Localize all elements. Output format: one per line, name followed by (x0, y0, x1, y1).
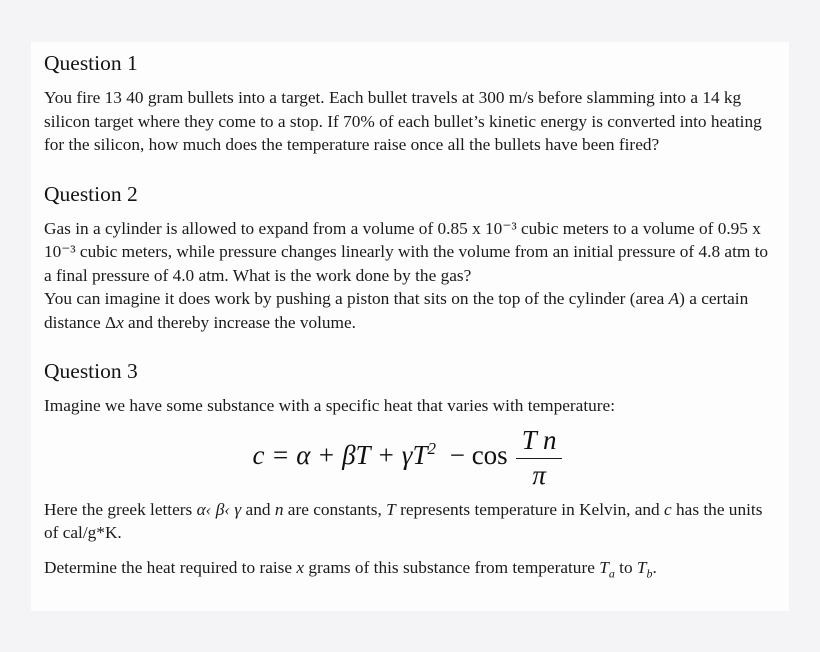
variable-T-b (636, 557, 653, 580)
question-3-title: Question 3 (44, 359, 138, 383)
formula-exponent: 2 (427, 438, 436, 458)
variable-A: A (668, 289, 680, 308)
question-2-section (44, 181, 771, 335)
variable-delta-x: x (116, 312, 124, 332)
variable-c: c (664, 499, 672, 519)
question-2-text-part1: Gas in a cylinder is allowed to expand from a volume of 0.85 x 10⁻³ cubic meters to a volume of 0.95 x 10⁻³ cubic meters, while pressure changes linearly with the volume from an initial pressure of 4.8 atm to a final pressure of 4.0 atm. What is the work done by the gas? (44, 218, 769, 285)
formula-lhs: c = α + βT + γT (252, 439, 428, 470)
note-part3: are constants, (283, 499, 387, 519)
variable-T-a-base: T (599, 557, 609, 577)
note-part4: represents temperature in Kelvin, and (395, 499, 665, 519)
document-card (31, 42, 789, 611)
variable-T-b-base: T (636, 557, 647, 577)
fraction-denominator: π (532, 459, 546, 490)
question-1-text: You fire 13 40 gram bullets into a target. Each bullet travels at 300 m/s before slamming into a 14 kg silicon target where they come to a stop. If 70% of each bullet’s kinetic energy is converted into heating for the silicon, how much does the temperature raise once all the bullets have been fired? (44, 88, 762, 154)
specific-heat-formula (44, 426, 771, 490)
note-part1: Here the greek letters (44, 499, 197, 519)
formula-fraction (516, 426, 563, 490)
question-1-title: Question 1 (44, 51, 138, 75)
fraction-numerator: T n (516, 426, 563, 459)
question-3-note (44, 498, 771, 545)
note-part5: has the units of cal/g*K. (44, 499, 763, 542)
task-part2: grams of this substance from temperature (304, 557, 600, 577)
question-2-text-part3: ) a certain distance Δ (44, 289, 749, 332)
question-1-section (44, 50, 771, 157)
question-2-text-part4: and thereby increase the volume. (123, 312, 356, 332)
task-part3: to (614, 557, 637, 577)
task-part1: Determine the heat required to raise (44, 557, 297, 577)
variable-T-a (599, 557, 615, 580)
greek-letters: α‹ β‹ γ (196, 499, 242, 519)
question-3-section (44, 358, 771, 579)
question-3-intro: Imagine we have some substance with a specific heat that varies with temperature: (44, 396, 616, 415)
question-3-task (44, 556, 771, 580)
formula-minus-cos: − cos (449, 439, 508, 470)
variable-T: T (386, 499, 396, 519)
variable-n: n (274, 499, 284, 519)
question-2-text (44, 217, 771, 335)
task-part4: . (652, 557, 657, 577)
note-part2: and (241, 499, 275, 519)
subscript-b: b (646, 565, 653, 580)
question-2-text-part2: You can imagine it does work by pushing a piston that sits on the top of the cylinder (area (44, 289, 669, 308)
variable-x: x (296, 557, 305, 577)
question-2-title: Question 2 (44, 181, 138, 206)
subscript-a: a (608, 565, 615, 580)
